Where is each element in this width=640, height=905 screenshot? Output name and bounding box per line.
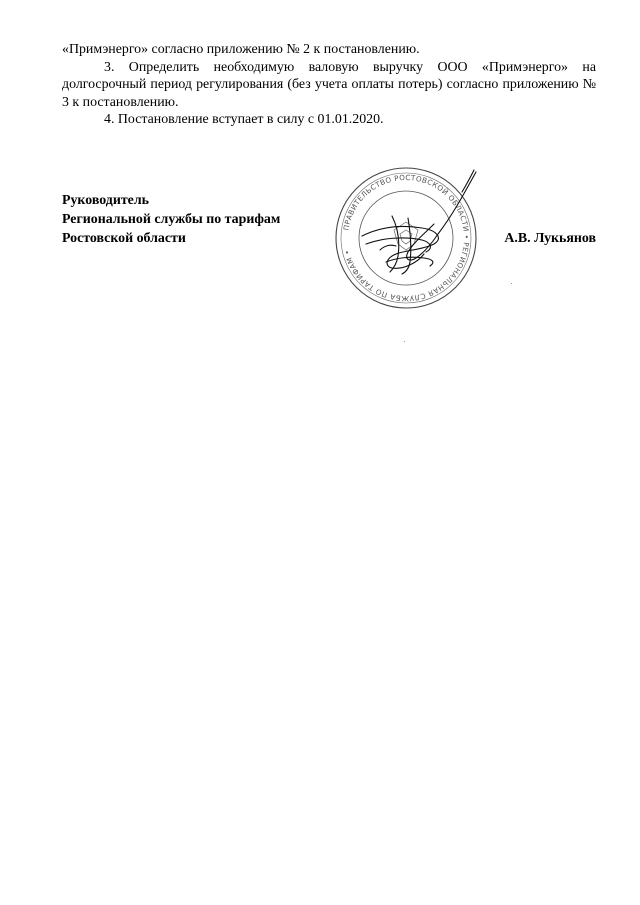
scan-speck [511, 283, 512, 284]
scan-speck [404, 341, 405, 342]
seal-ring-text: ПРАВИТЕЛЬСТВО РОСТОВСКОЙ ОБЛАСТИ • РЕГИОНАЛЬНАЯ СЛУЖБА ПО ТАРИФАМ • [341, 172, 472, 304]
signatory-title-line-1: Руководитель [62, 193, 149, 208]
paragraph-item-3: 3. Определить необходимую валовую выручку ООО «Примэнерго» на долгосрочный период регулирования (без учета оплаты потерь) согласно приложению № 3 к постановлению. [62, 59, 596, 110]
signatory-name: А.В. Лукьянов [504, 230, 596, 246]
document-body [62, 41, 596, 129]
signatory-title-line-2: Региональной службы по тарифам [62, 211, 281, 227]
paragraph-continuation: «Примэнерго» согласно приложению № 2 к постановлению. [62, 42, 420, 57]
signatory-title-line-3: Ростовской области [62, 230, 186, 246]
official-seal-with-signature [326, 158, 486, 318]
paragraph-item-4: 4. Постановление вступает в силу с 01.01.2020. [104, 112, 384, 128]
